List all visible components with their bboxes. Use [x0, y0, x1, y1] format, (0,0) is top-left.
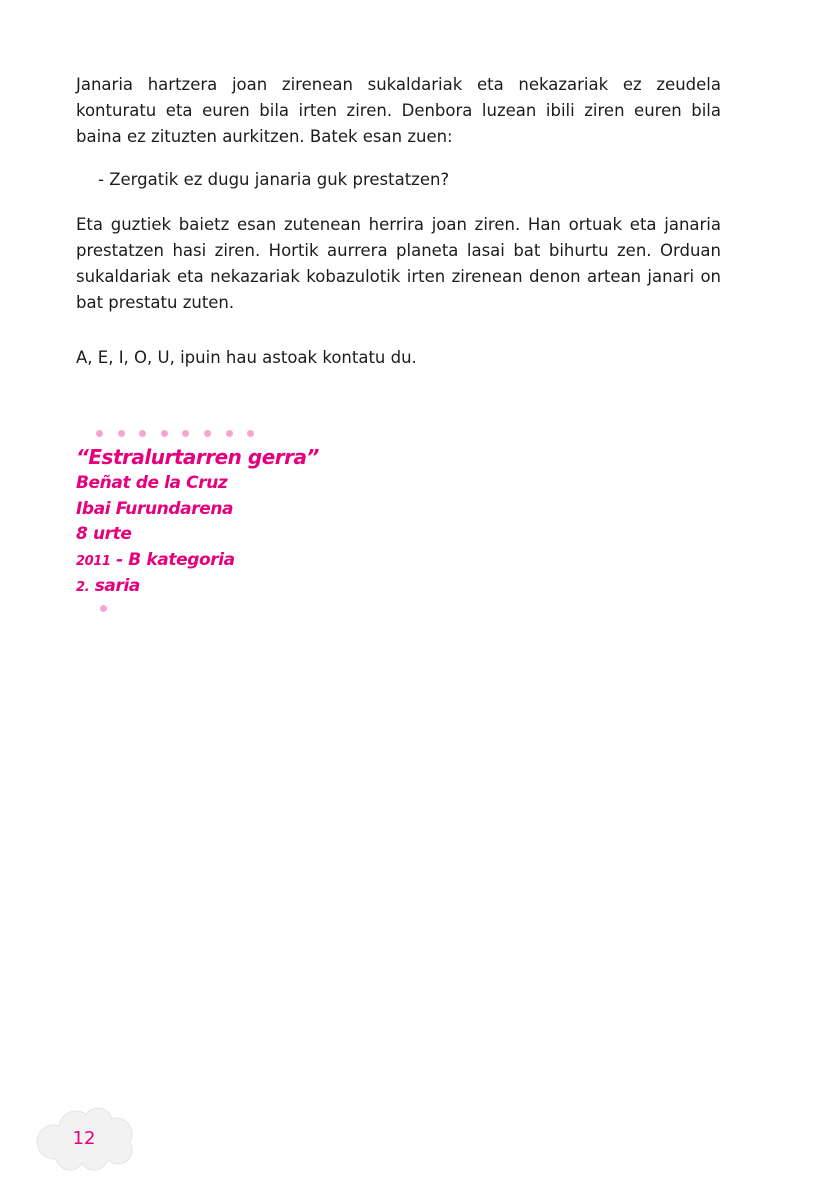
dot-icon: [118, 430, 125, 437]
year: 2011: [76, 553, 111, 569]
dot-icon: [100, 605, 107, 612]
story-title: “Estralurtarren gerra”: [76, 445, 319, 469]
story-closing-line: A, E, I, O, U, ipuin hau astoak kontatu du.: [76, 348, 417, 367]
story-dialogue: - Zergatik ez dugu janaria guk prestatzen?: [98, 170, 450, 189]
author-age: 8 urte: [76, 524, 132, 544]
decorative-dots: [76, 427, 396, 439]
page-number: 12: [72, 1128, 96, 1149]
dot-icon: [204, 430, 211, 437]
dot-icon: [139, 430, 146, 437]
page-number-badge: [32, 1106, 140, 1172]
story-paragraph: Janaria hartzera joan zirenean sukaldariak eta nekazariak ez zeudela konturatu eta euren bila irten ziren. Denbora luzean ibili ziren euren bila baina ez zituzten aurkitzen. Batek esan zuen:: [76, 75, 721, 146]
story-paragraph: Eta guztiek baietz esan zutenean herrira joan ziren. Han ortuak eta janaria prestatzen hasi ziren. Hortik aurrera planeta lasai bat bihurtu zen. Orduan sukaldariak eta nekazariak kobazulotik irten zirenean denon artean janari on bat prestatu zuten.: [76, 215, 721, 312]
author-name: Beñat de la Cruz: [76, 473, 228, 493]
credits-block: [76, 427, 396, 612]
prize-label: saria: [94, 576, 140, 596]
dot-icon: [247, 430, 254, 437]
category: - B kategoria: [116, 549, 235, 570]
year-category: [76, 548, 396, 575]
author-name: Ibai Furundarena: [76, 498, 234, 519]
dot-icon: [96, 430, 103, 437]
dot-icon: [161, 430, 168, 437]
dot-icon: [226, 430, 233, 437]
dot-icon: [182, 430, 189, 437]
prize-number: 2.: [76, 580, 90, 595]
prize-line: [76, 574, 396, 601]
story-text: [76, 72, 721, 371]
